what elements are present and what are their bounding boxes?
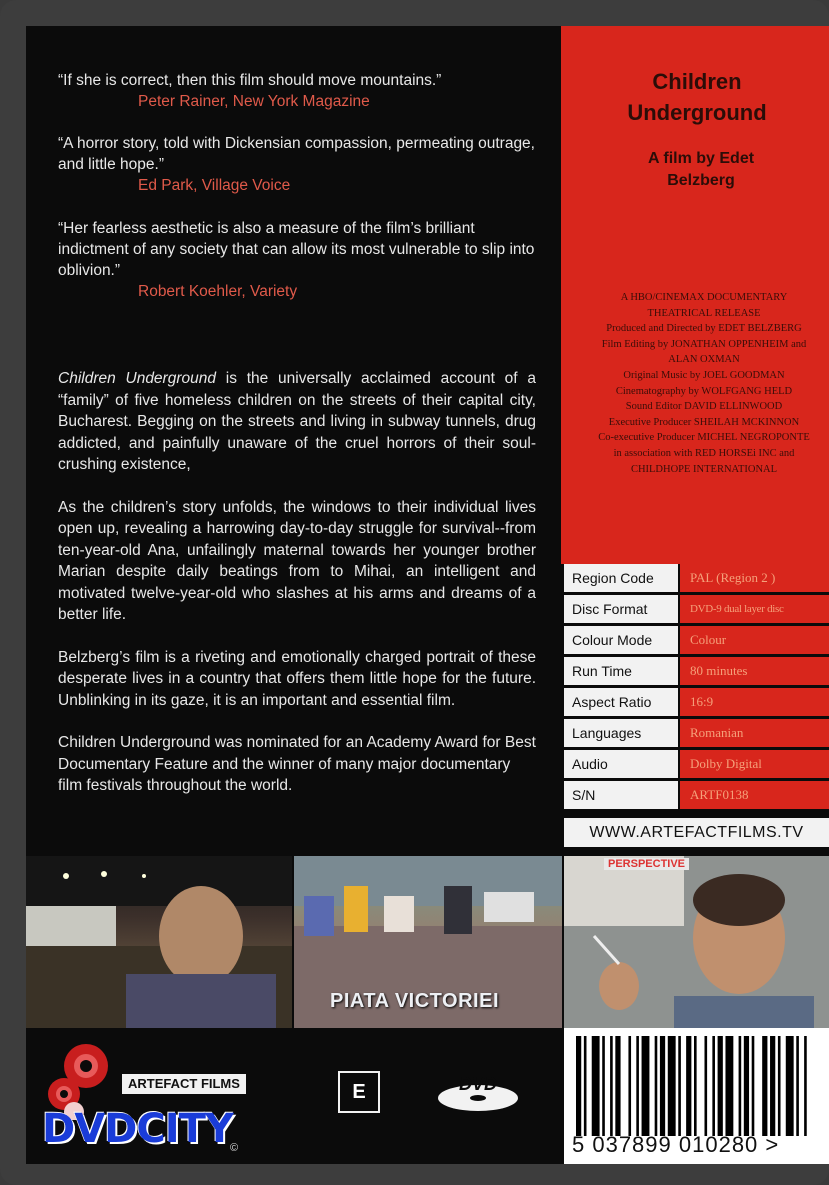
spec-label: S/N [564, 781, 678, 809]
dvdcity-watermark: DVDCITY [42, 1106, 233, 1152]
back-cover [26, 26, 829, 1164]
artefact-films-logo: ARTEFACT FILMS [122, 1074, 246, 1094]
photo-illustration [564, 856, 829, 1028]
spec-label: Colour Mode [564, 626, 678, 654]
dvd-logo-text: DVD [458, 1074, 498, 1094]
credit-line: Co-executive Producer MICHEL NEGROPONTE [598, 432, 810, 444]
credit-line: A HBO/CINEMAX DOCUMENTARY [620, 292, 788, 303]
spec-row [564, 626, 829, 654]
credit-line: THEATRICAL RELEASE [647, 307, 761, 319]
spec-value: Colour [680, 626, 829, 654]
rating-badge: E [338, 1071, 380, 1113]
spec-value: 80 minutes [680, 657, 829, 685]
photo-illustration [26, 856, 292, 1028]
barcode-number: 5 037899 010280 > [572, 1132, 780, 1157]
quote-2 [58, 133, 538, 196]
credit-line: Produced and Directed by EDET BELZBERG [606, 323, 802, 335]
credit-line: CHILDHOPE INTERNATIONAL [630, 463, 778, 475]
spec-row [564, 595, 829, 623]
film-title-italic: Children Underground [58, 370, 216, 387]
title-panel [561, 26, 829, 564]
credit-line: Film Editing by JONATHAN OPPENHEIM and [601, 338, 807, 350]
credit-line: Original Music by JOEL GOODMAN [623, 369, 785, 381]
still-photo-piata-victoriei [294, 856, 562, 1028]
still-photo-boy-smoking [564, 856, 829, 1028]
credit-line: Cinematography by WOLFGANG HELD [615, 385, 793, 397]
credit-line: Executive Producer SHEILAH MCKINNON [608, 416, 800, 428]
spec-row [564, 657, 829, 685]
quote-text: “A horror story, told with Dickensian compassion, permeating outrage, and little hope.” [58, 135, 535, 173]
spec-row [564, 688, 829, 716]
synopsis-text: is the universally acclaimed account of a “family” of five homeless children on the streets of their capital city, Bucharest. Begging on the streets and living in subway tunnels, drug addicted, and painfully unaware of the cruel horrors of their soul-crushing existence, [58, 370, 536, 473]
quote-text: “Her fearless aesthetic is also a measure of the film’s brilliant indictment of any society that can allow its most vulnerable to slip into oblivion.” [58, 220, 535, 279]
photo-caption: PIATA VICTORIEI [330, 990, 499, 1012]
spec-row [564, 564, 829, 592]
film-title: Children Underground [627, 69, 767, 125]
photo-sign: PERSPECTIVE [604, 858, 689, 870]
spec-row [564, 750, 829, 778]
synopsis-paragraph-3: Belzberg’s film is a riveting and emotionally charged portrait of these desperate lives in a country that offers them little hope for the future. Unblinking in its gaze, it is an important and essential film. [58, 648, 536, 709]
quote-3 [58, 218, 538, 302]
spec-value: DVD-9 dual layer disc [680, 595, 829, 623]
credit-line: Sound Editor DAVID ELLINWOOD [625, 401, 783, 413]
spec-row [564, 781, 829, 809]
quote-1 [58, 70, 538, 112]
spec-value: PAL (Region 2 ) [680, 564, 829, 592]
film-byline: A film by Edet Belzberg [647, 150, 755, 189]
quote-author: Peter Rainer, New York Magazine [138, 93, 370, 110]
spec-label: Languages [564, 719, 678, 747]
barcode-bars [576, 1036, 812, 1136]
website-url[interactable]: WWW.ARTEFACTFILMS.TV [564, 818, 829, 847]
synopsis-paragraph-4: Children Underground was nominated for an Academy Award for Best Documentary Feature and the winner of many major documentary film festivals throughout the world. [58, 734, 536, 794]
barcode [564, 1028, 829, 1164]
spec-value: 16:9 [680, 688, 829, 716]
synopsis-paragraph-2: As the children’s story unfolds, the windows to their individual lives open up, revealing a harrowing day-to-day struggle for survival--from ten-year-old Ana, unfailingly maternal towards her younger brother Marian despite daily beatings from to Mihai, an intelligent and motivated twelve-year-old who slashes at his arms and dreams of a better life. [58, 498, 536, 623]
quote-author: Ed Park, Village Voice [138, 177, 291, 194]
spec-row [564, 719, 829, 747]
spec-label: Aspect Ratio [564, 688, 678, 716]
synopsis-paragraph-1 [58, 368, 536, 476]
credit-line: ALAN OXMAN [668, 354, 740, 366]
credit-line: in association with RED HORSEi INC and [613, 447, 795, 459]
credits-block [579, 290, 829, 477]
specs-table [564, 564, 829, 812]
spec-label: Audio [564, 750, 678, 778]
still-photo-boy-night [26, 856, 292, 1028]
spec-value: Romanian [680, 719, 829, 747]
spec-value: Dolby Digital [680, 750, 829, 778]
quote-author: Robert Koehler, Variety [138, 283, 298, 300]
copyright-symbol: © [230, 1142, 239, 1154]
spec-label: Disc Format [564, 595, 678, 623]
quote-text: “If she is correct, then this film should move mountains.” [58, 72, 442, 89]
spec-value: ARTF0138 [680, 781, 829, 809]
dvd-video-logo [436, 1072, 520, 1114]
synopsis [58, 368, 536, 818]
spec-label: Region Code [564, 564, 678, 592]
spec-label: Run Time [564, 657, 678, 685]
